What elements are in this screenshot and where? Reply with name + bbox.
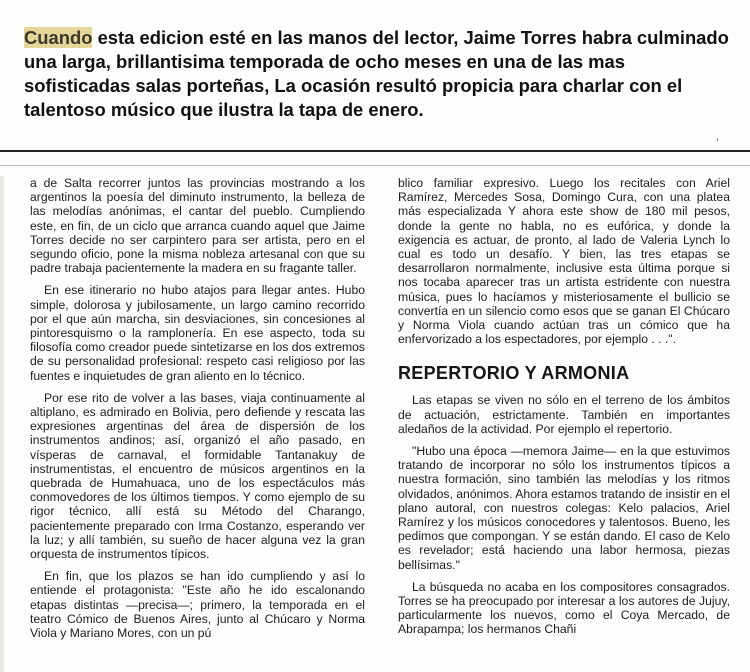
left-paragraph-1: a de Salta recorrer juntos las provincias mostrando a los argentinos la poesía del diminuto instrumento, la belleza de las melodías anónimas, el cantar del pueblo. Cumpliendo este, en fin, de un ciclo que arranca cuando aquel que Jaime Torres decide no ser carpintero para ser artista, pero en el segundo oficio, pone la misma nobleza artesanal con que su padre trabaja pacientemente la madera en su fragante taller.: [30, 176, 365, 276]
left-paragraph-2: En ese itinerario no hubo atajos para llegar antes. Hubo simple, dolorosa y jubilosamente, un largo camino recorrido por el que aún marcha, sin desviaciones, sin concesiones al pintoresquismo o la ramplonería. En ese aspecto, toda su filosofía como creador puede sintetizarse en los dos extremos de su personalidad profesional: respeto casi religioso por las fuentes e inquietudes de gran aliento en lo técnico.: [30, 283, 365, 383]
top-rule: [0, 150, 750, 152]
section-heading: REPERTORIO Y ARMONIA: [398, 363, 630, 384]
page-edge: [0, 176, 4, 672]
lead-text: esta edicion esté en las manos del lector, Jaime Torres habra culminado una larga, brillantisima temporada de ocho meses en una de las mas sofisticadas salas porteñas, La ocasión resultó propicia para charlar con el talentoso músico que ilustra la tapa de enero.: [24, 27, 729, 120]
right-paragraph-2: Las etapas se viven no sólo en el terreno de los ámbitos de actuación, estrictamente. También en importantes aledaños de la actividad. Por ejemplo el repertorio.: [398, 393, 730, 436]
left-paragraph-3: Por ese rito de volver a las bases, viaja continuamente al altiplano, es admirado en Bolivia, pero defiende y rescata las expresiones argentinas del área de dispersión de los instrumentos andinos; así, organizó el año pasado, en vísperas de carnaval, el formidable Tantanakuy de instrumentistas, el encuentro de músicos argentinos en la quebrada de Humahuaca, uno de los espectáculos más conmovedores de los últimos tiempos. Y como ejemplo de su rigor técnico, allí está su Método del Charango, pacientemente preparado con Irma Costanzo, esperando ver la luz; y allí también, su sueño de hacer alguna vez la gran orquesta de instrumentos típicos.: [30, 390, 365, 562]
right-paragraph-3: "Hubo una época —memora Jaime— en la que estuvimos tratando de incorporar no sólo los instrumentos típicos a nuestra formación, sino también las melodías y los ritmos olvidados, anónimos. Ahora estamos tratando de insistir en el plano autoral, con nuestros colegas: Kelo palacios, Ariel Ramírez y los músicos conocedores y talentosos. Bueno, les pedimos que compongan. Y se están dando. El caso de Kelo es revelador; está haciendo una labor hermosa, piezas bellísimas.": [398, 444, 730, 572]
secondary-rule: [0, 165, 750, 166]
right-paragraph-1: blico familiar expresivo. Luego los recitales con Ariel Ramírez, Mercedes Sosa, Domingo Cura, con una platea más especializada Y ahora este show de 180 mil pesos, donde la gente no habla, no es eufórica, y donde la exigencia es actuar, de pronto, al lado de Valeria Lynch lo cual es todo un desafío. Y bien, las tres etapas se desarrollaron normalmente, inclusive esta última porque si nos tocaba aparecer tras un artista estridente con nuestra música, pues lo hacíamos y misteriosamente el bullicio se convertía en un silencio como esos que se ganan El Chúcaro y Norma Viola cuando actúan tras un cómico que ha enfervorizado a los espectadores, por ejemplo . . .".: [398, 176, 730, 347]
apostrophe-mark: ’: [716, 136, 719, 150]
left-paragraph-4: En fin, que los plazos se han ido cumpliendo y así lo entiende el protagonista: "Este año he ido escalonando etapas distintas —precisa—; primero, la temporada en el teatro Cómico de Buenos Aires, junto al Chúcaro y Norma Viola y Mariano Mores, con un pú: [30, 569, 365, 641]
right-paragraph-4: La búsqueda no acaba en los compositores consagrados. Torres se ha preocupado por interesar a los autores de Jujuy, particularmente los nuevos, como el Coya Mercado, de Abrapampa; los hermanos Chañi: [398, 579, 730, 637]
lead-paragraph: [24, 26, 730, 122]
lead-highlight: Cuando: [24, 27, 93, 48]
left-column: [30, 176, 365, 648]
right-column: [398, 176, 730, 645]
